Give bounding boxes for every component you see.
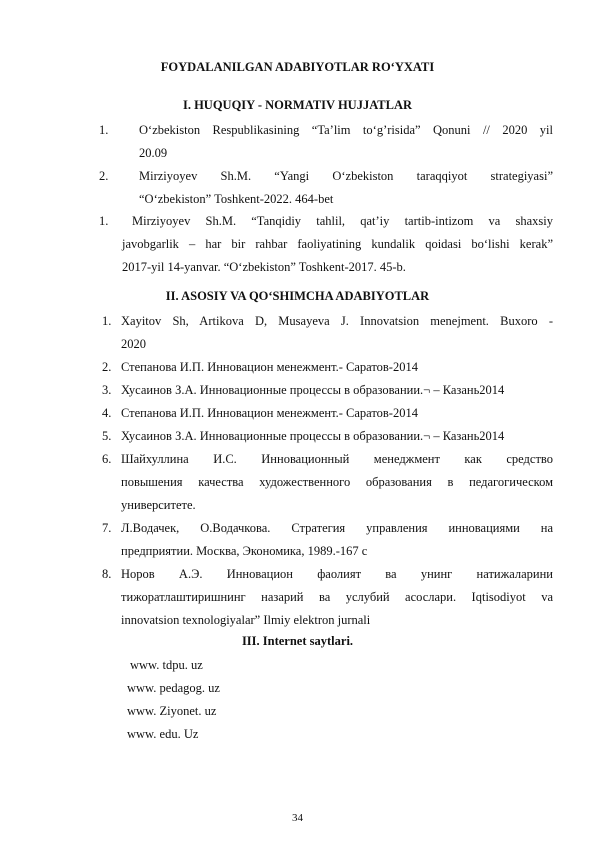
list-item-line: тижоратлаштиришнинг назарий ва услубий асослари. Iqtisodiyot va [121,590,553,604]
section-heading-1: I. HUQUQIY - NORMATIV HUJJATLAR [182,98,413,112]
list-item-line: Xayitov Sh, Artikova D, Musayeva J. Innovatsion menejment. Buxoro - [121,314,553,328]
website-link[interactable]: www. pedagog. uz [127,681,220,695]
list-item-line: Хусаинов З.А. Инновационные процессы в образовании.¬ – Казань2014 [121,429,505,443]
list-item-line: 2017-yil 14-yanvar. “O‘zbekiston” Toshkent-2017. 45-b. [122,260,406,274]
website-link[interactable]: www. edu. Uz [127,727,199,741]
list-item-line: повышения качества художественного образования в педагогическом [121,475,553,489]
list-item-line: O‘zbekiston Respublikasining “Ta’lim to‘g’risida” Qonuni // 2020 yil [139,123,553,137]
list-item-line: Хусаинов З.А. Инновационные процессы в образовании.¬ – Казань2014 [121,383,505,397]
list-item-line: Л.Водачек, О.Водачкова. Стратегия управления инновациями на [121,521,553,535]
list-item-line: Mirziyoyev Sh.M. “Yangi O‘zbekiston taraqqiyot strategiyasi” [139,169,553,183]
list-item [122,210,553,279]
list-item [121,425,553,448]
list-number: 2. [99,169,109,183]
list-item [121,379,553,402]
page-title: FOYDALANILGAN ADABIYOTLAR RO‘YXATI [160,60,435,74]
list-item [121,448,553,517]
list-item-line: Норов А.Э. Инновацион фаолият ва унинг натижаларини [121,567,553,581]
list-number: 2. [102,360,112,374]
section-heading-3: III. Internet saytlari. [241,634,354,648]
list-item-line: Шайхуллина И.С. Инновационный менеджмент как средство [121,452,553,466]
list-item-line: 2020 [121,337,146,351]
list-number: 3. [102,383,112,397]
list-number: 7. [102,521,112,535]
page-number: 34 [292,812,303,824]
list-number: 1. [99,214,109,228]
list-item [121,356,553,379]
list-item-line: Степанова И.П. Инновацион менежмент.- Саратов-2014 [121,406,418,420]
list-number: 6. [102,452,112,466]
list-number: 8. [102,567,112,581]
list-item-line: 20.09 [139,146,168,160]
list-item [121,563,553,632]
list-number: 1. [102,314,112,328]
website-link[interactable]: www. Ziyonet. uz [127,704,217,718]
list-number: 5. [102,429,112,443]
list-item-line: javobgarlik – har bir rahbar faoliyatining kundalik qoidasi bo‘lishi kerak” [122,237,553,251]
section-heading-2: II. ASOSIY VA QO‘SHIMCHA ADABIYOTLAR [165,289,430,303]
list-item [139,119,553,165]
list-item-line: innovatsion texnologiyalar” Ilmiy elektron jurnali [121,613,371,627]
list-item [121,517,553,563]
list-item [139,165,553,211]
list-item [121,310,553,356]
list-item [121,402,553,425]
list-number: 4. [102,406,112,420]
list-item-line: Степанова И.П. Инновацион менежмент.- Саратов-2014 [121,360,418,374]
list-item-line: “O‘zbekiston” Toshkent-2022. 464-bet [139,192,334,206]
website-link[interactable]: www. tdpu. uz [130,658,203,672]
list-number: 1. [99,123,109,137]
list-item-line: Mirziyoyev Sh.M. “Tanqidiy tahlil, qat’iy tartib-intizom va shaxsiy [132,214,553,228]
list-item-line: университете. [121,498,196,512]
list-item-line: предприятии. Москва, Экономика, 1989.-167 с [121,544,368,558]
